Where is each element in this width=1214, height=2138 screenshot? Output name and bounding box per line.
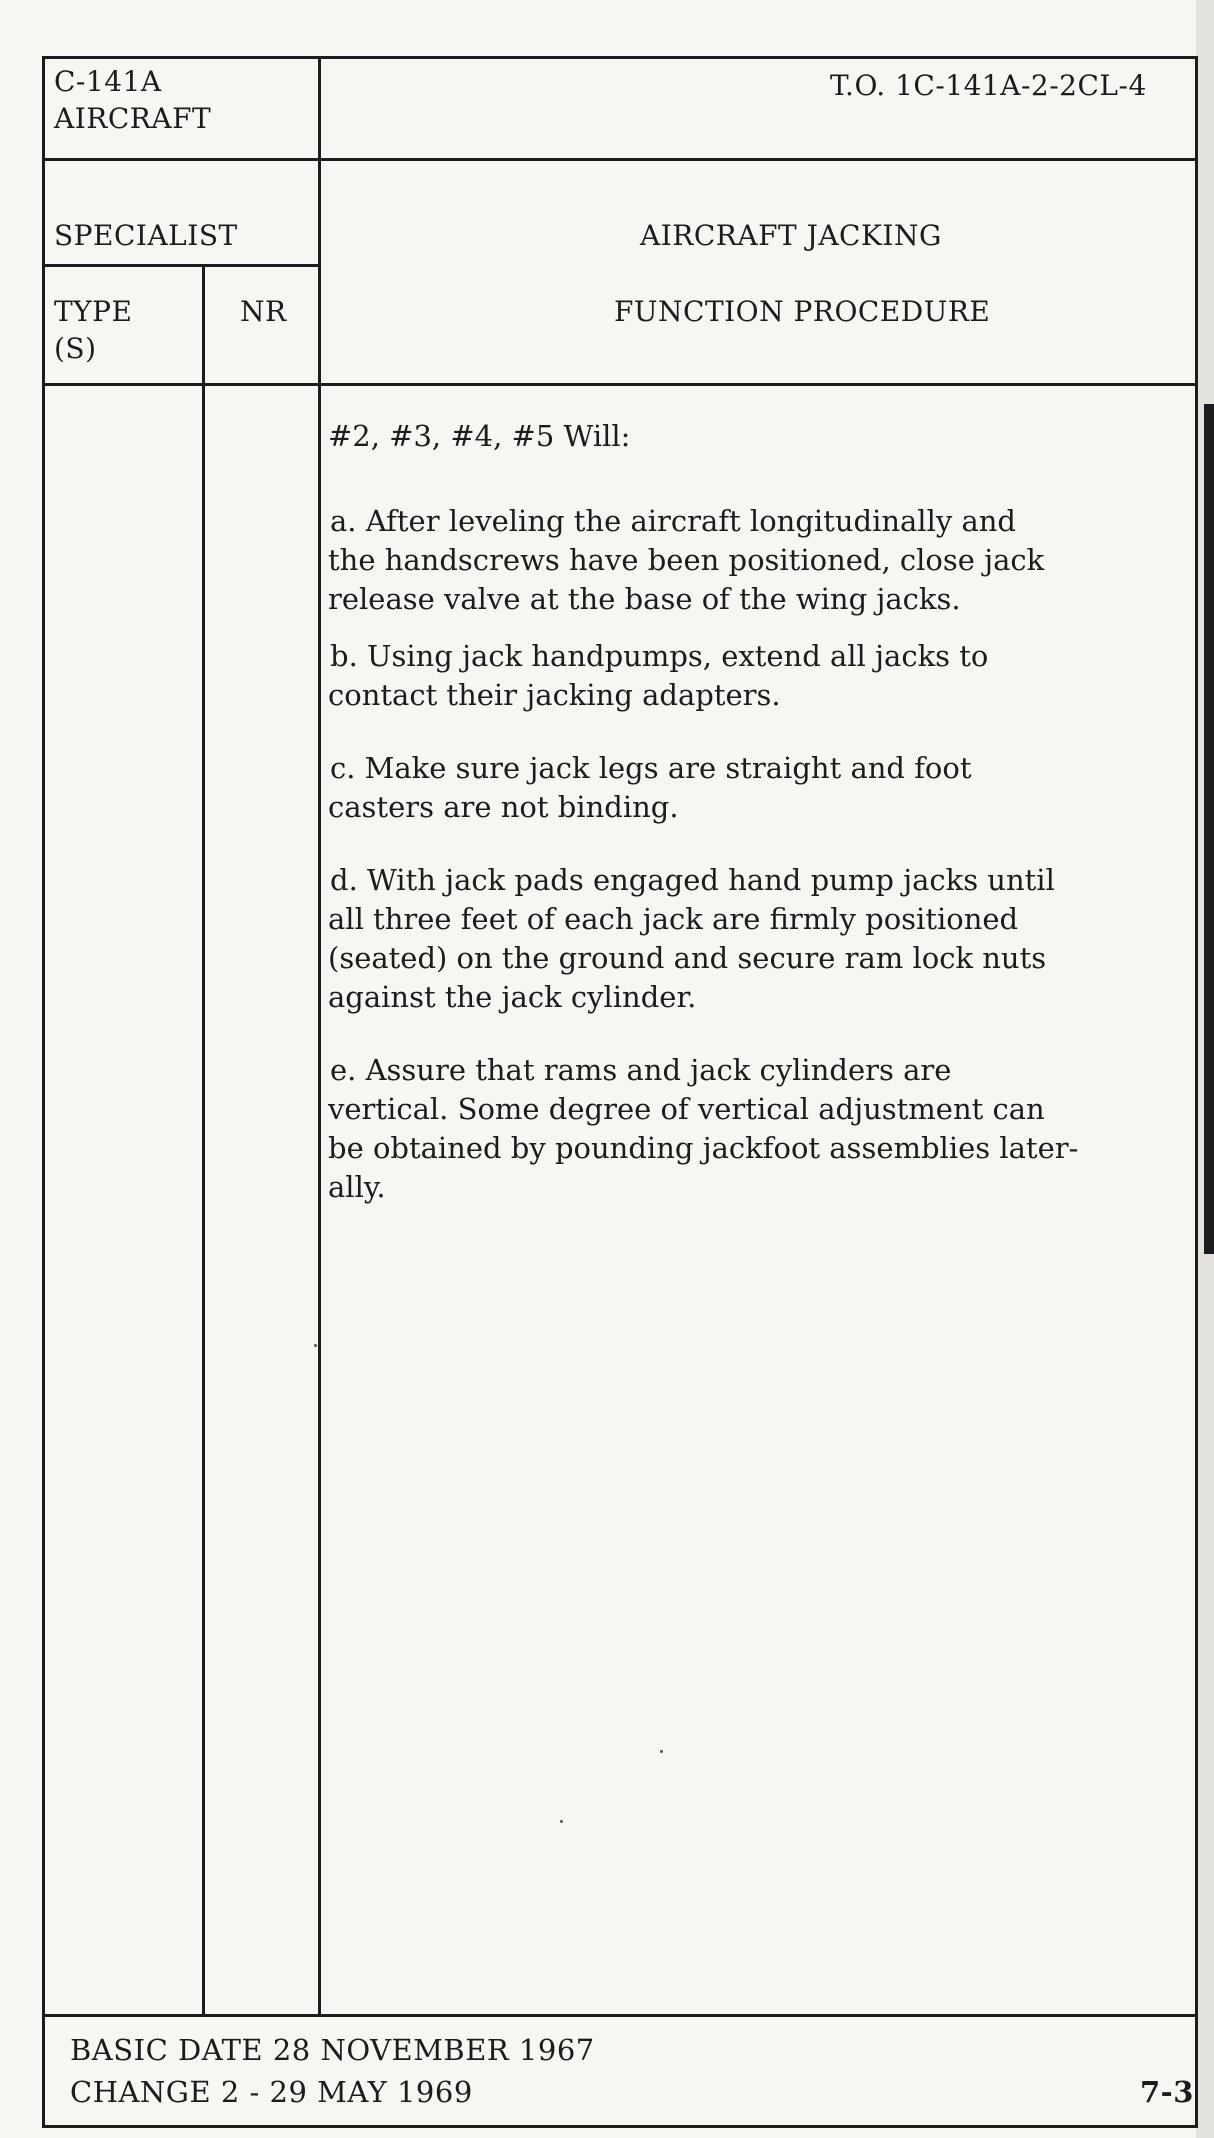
table-border-top [42,56,1198,59]
table-border-left [42,56,45,2128]
step-e-line-4: ally. [328,1170,386,1204]
to-number: T.O. 1C-141A-2-2CL-4 [830,69,1147,102]
header-divider-vertical [318,56,321,2016]
step-b-line-1: b. Using jack handpumps, extend all jacks to [330,639,989,673]
step-e-line-2: vertical. Some degree of vertical adjustment can [328,1092,1045,1126]
step-d-line-3: (seated) on the ground and secure ram lock nuts [328,941,1047,975]
step-a-line-1: a. After leveling the aircraft longitudinally and [330,504,1016,538]
header-rule-1 [42,158,1198,161]
specialist-label: SPECIALIST [54,219,238,252]
step-a-line-3: release valve at the base of the wing jacks. [328,582,961,616]
specialist-rule [42,264,320,267]
step-c-line-2: casters are not binding. [328,790,679,824]
type-nr-divider [202,264,205,2016]
procedure-title: AIRCRAFT JACKING [640,219,942,252]
change-date: CHANGE 2 - 29 MAY 1969 [70,2075,473,2109]
scan-speck [660,1750,663,1753]
step-d-line-2: all three feet of each jack are firmly positioned [328,902,1019,936]
table-border-right [1195,56,1198,2128]
footer-rule [42,2014,1198,2017]
step-c-line-1: c. Make sure jack legs are straight and foot [330,751,972,785]
step-a-line-2: the handscrews have been positioned, close jack [328,543,1045,577]
type-label-s: (S) [54,332,97,365]
basic-date: BASIC DATE 28 NOVEMBER 1967 [70,2033,595,2067]
step-d-line-4: against the jack cylinder. [328,980,697,1014]
page-number: 7-3 [1140,2075,1194,2109]
intro-line: #2, #3, #4, #5 Will: [328,419,631,453]
table-border-bottom [42,2125,1198,2128]
procedure-subtitle: FUNCTION PROCEDURE [614,295,991,328]
aircraft-model: C-141A [54,65,162,98]
scan-speck [560,1820,563,1823]
step-b-line-2: contact their jacking adapters. [328,678,781,712]
thumb-tab-mark [1204,404,1214,1254]
step-d-line-1: d. With jack pads engaged hand pump jacks until [330,863,1055,897]
nr-label: NR [240,295,287,328]
header-rule-2 [42,383,1198,386]
type-label: TYPE [54,295,133,328]
step-e-line-1: e. Assure that rams and jack cylinders are [330,1053,952,1087]
aircraft-label: AIRCRAFT [54,102,212,135]
step-e-line-3: be obtained by pounding jackfoot assemblies later- [328,1131,1079,1165]
scan-speck [314,1344,317,1347]
